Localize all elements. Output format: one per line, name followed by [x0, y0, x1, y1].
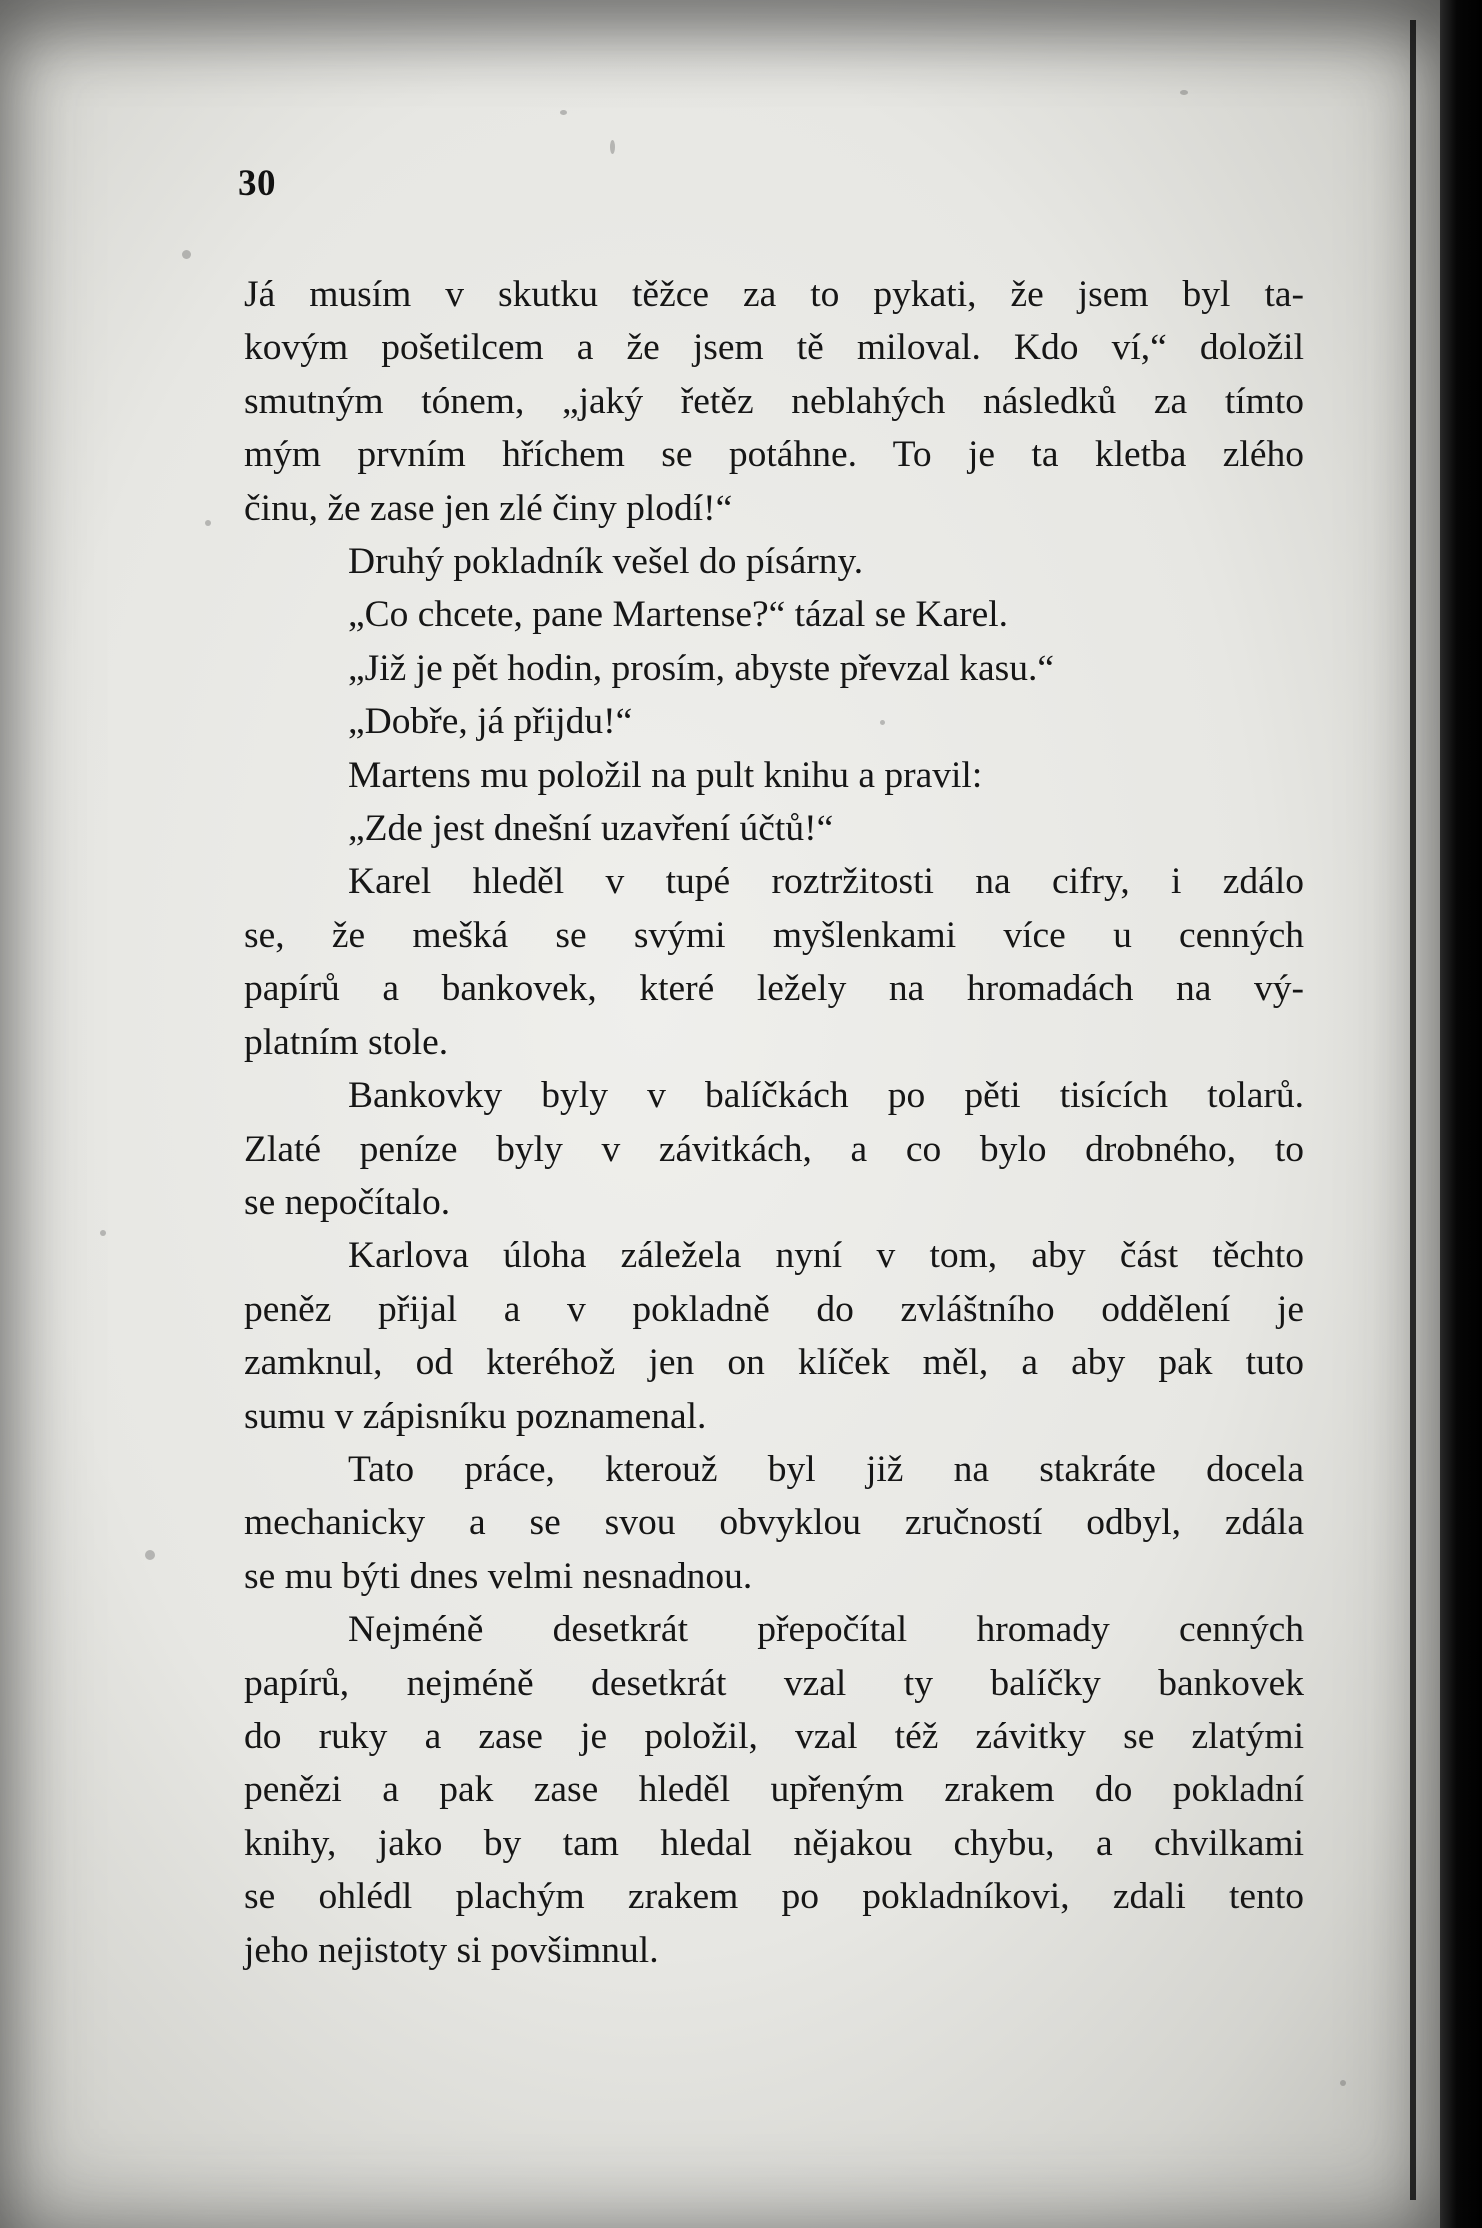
text-line: „Co chcete, pane Martense?“ tázal se Karel. [348, 594, 1009, 636]
text-line: knihy, jako by tam hledal nějakou chybu, a chvilkami [244, 1822, 1304, 1864]
text-line: činu, že zase jen zlé činy plodí!“ [244, 487, 733, 529]
text-line: Karlova úloha záležela nyní v tom, aby část těchto [348, 1235, 1304, 1277]
text-line: papírů a bankovek, které ležely na hromadách na vý- [244, 968, 1304, 1010]
text-line: smutným tónem, „jaký řetěz neblahých následků za tímto [244, 380, 1304, 422]
text-line: zamknul, od kteréhož jen on klíček měl, a aby pak tuto [244, 1342, 1304, 1384]
text-line: „Zde jest dnešní uzavření účtů!“ [348, 808, 834, 850]
text-line: platním stole. [244, 1021, 449, 1063]
text-line: se mu býti dnes velmi nesnadnou. [244, 1555, 753, 1597]
text-line: Zlaté peníze byly v závitkách, a co bylo drobného, to [244, 1128, 1304, 1170]
binding-line [1410, 20, 1416, 2200]
text-line: penězi a pak zase hleděl upřeným zrakem do pokladní [244, 1769, 1304, 1811]
text-line: se nepočítalo. [244, 1181, 451, 1223]
body-text [244, 268, 1304, 1977]
text-line: papírů, nejméně desetkrát vzal ty balíčky bankovek [244, 1662, 1304, 1704]
text-line: jeho nejistoty si povšimnul. [244, 1929, 659, 1971]
text-line: „Dobře, já přijdu!“ [348, 701, 633, 743]
text-line: „Již je pět hodin, prosím, abyste převzal kasu.“ [348, 647, 1055, 689]
text-line: Nejméně desetkrát přepočítal hromady cenných [348, 1609, 1304, 1651]
text-line: do ruky a zase je položil, vzal též závitky se zlatými [244, 1715, 1304, 1757]
text-line: se, že mešká se svými myšlenkami více u cenných [244, 914, 1304, 956]
text-line: Martens mu položil na pult knihu a pravil: [348, 754, 983, 796]
text-line: mechanicky a se svou obvyklou zručností odbyl, zdála [244, 1502, 1304, 1544]
book-binding-edge [1440, 0, 1482, 2228]
text-line: Bankovky byly v balíčkách po pěti tisících tolarů. [348, 1075, 1304, 1117]
text-line: mým prvním hříchem se potáhne. To je ta kletba zlého [244, 434, 1304, 476]
text-line: peněz přijal a v pokladně do zvláštního oddělení je [244, 1288, 1304, 1330]
text-line: se ohlédl plachým zrakem po pokladníkovi, zdali tento [244, 1876, 1304, 1918]
text-line: Tato práce, kterouž byl již na stakráte docela [348, 1448, 1304, 1490]
text-line: Já musím v skutku těžce za to pykati, že jsem byl ta- [244, 274, 1304, 315]
text-line: kovým pošetilcem a že jsem tě miloval. Kdo ví,“ doložil [244, 327, 1304, 369]
text-line: Karel hleděl v tupé roztržitosti na cifry, i zdálo [348, 861, 1304, 903]
text-line: sumu v zápisníku poznamenal. [244, 1395, 707, 1437]
page-number: 30 [238, 163, 276, 204]
text-line: Druhý pokladník vešel do písárny. [348, 541, 864, 583]
